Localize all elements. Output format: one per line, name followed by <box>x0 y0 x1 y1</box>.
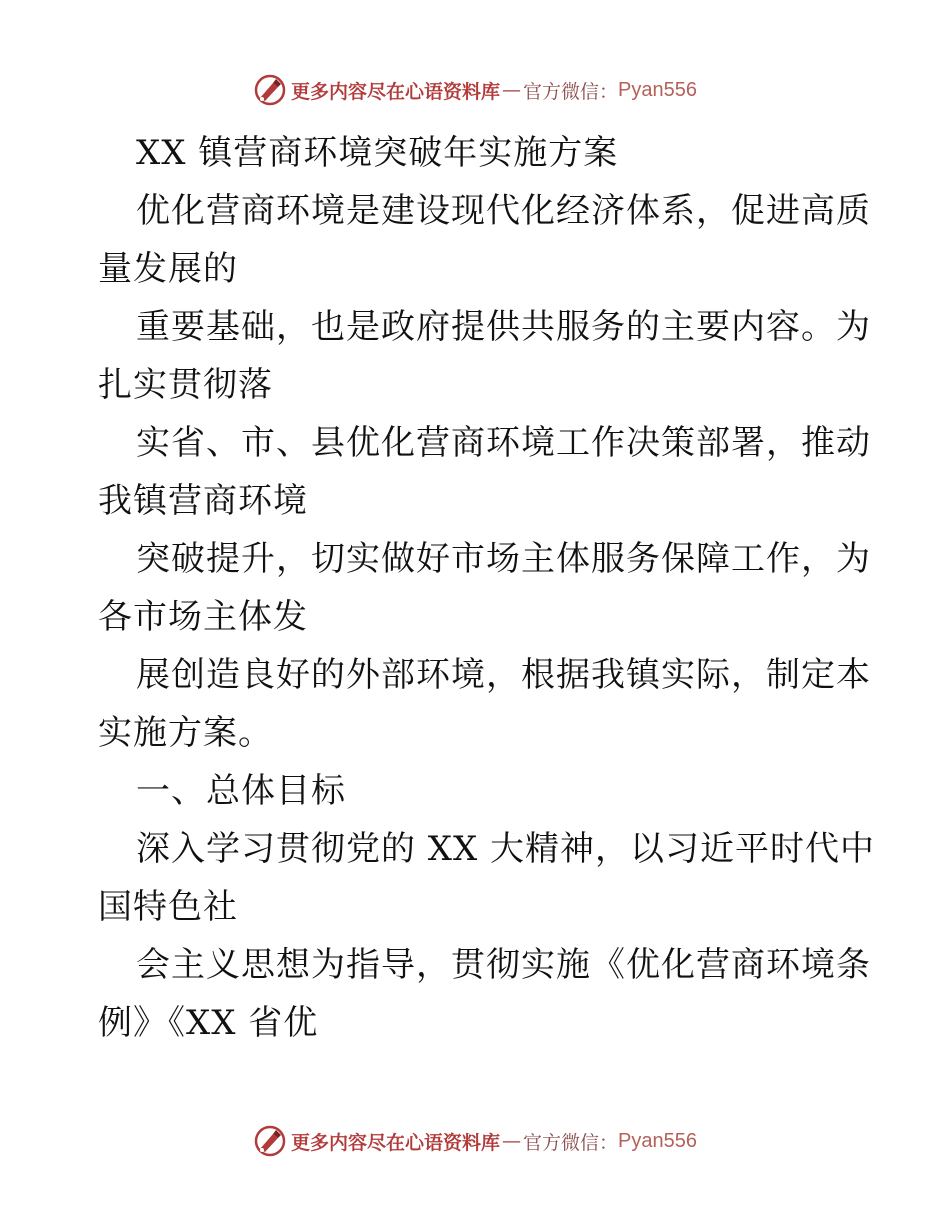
paragraph-line: 优化营商环境是建设现代化经济体系，促进高质 <box>136 191 871 231</box>
paragraph-line: 深入学习贯彻党的 XX 大精神，以习近平时代中 <box>136 829 876 869</box>
paragraph-line: 突破提升，切实做好市场主体服务保障工作，为 <box>136 539 871 579</box>
banner-dash: — <box>502 1130 522 1152</box>
paragraph-line: 扎实贯彻落 <box>98 365 273 405</box>
footer-watermark-banner <box>0 1121 950 1161</box>
paragraph-line: 我镇营商环境 <box>98 481 308 521</box>
paragraph-line: 会主义思想为指导，贯彻实施《优化营商环境条 <box>136 945 871 985</box>
banner-wechat-label: 官方微信： <box>523 1131 619 1154</box>
document-title: XX 镇营商环境突破年实施方案 <box>136 133 619 173</box>
document-body <box>98 124 876 1052</box>
banner-site-name: 更多内容尽在心语资料库 <box>291 1131 501 1154</box>
section-heading: 一、总体目标 <box>136 771 346 811</box>
paragraph-line: 展创造良好的外部环境，根据我镇实际，制定本 <box>136 655 871 695</box>
paragraph-line: 例》《XX 省优 <box>98 1003 319 1043</box>
paragraph-line: 国特色社 <box>98 887 238 927</box>
pen-nib-logo-icon <box>253 1124 287 1158</box>
banner-wechat-id: Pyan556 <box>618 78 697 101</box>
paragraph-line: 各市场主体发 <box>98 597 308 637</box>
paragraph-line: 量发展的 <box>98 249 238 289</box>
banner-site-name: 更多内容尽在心语资料库 <box>291 80 501 103</box>
paragraph-line: 重要基础，也是政府提供共服务的主要内容。为 <box>136 307 871 347</box>
banner-wechat-id: Pyan556 <box>618 1129 697 1152</box>
pen-nib-logo-icon <box>253 73 287 107</box>
banner-dash: — <box>502 79 522 101</box>
banner-wechat-label: 官方微信： <box>523 80 619 103</box>
paragraph-line: 实施方案。 <box>98 713 273 753</box>
paragraph-line: 实省、市、县优化营商环境工作决策部署，推动 <box>136 423 871 463</box>
header-watermark-banner <box>0 70 950 110</box>
